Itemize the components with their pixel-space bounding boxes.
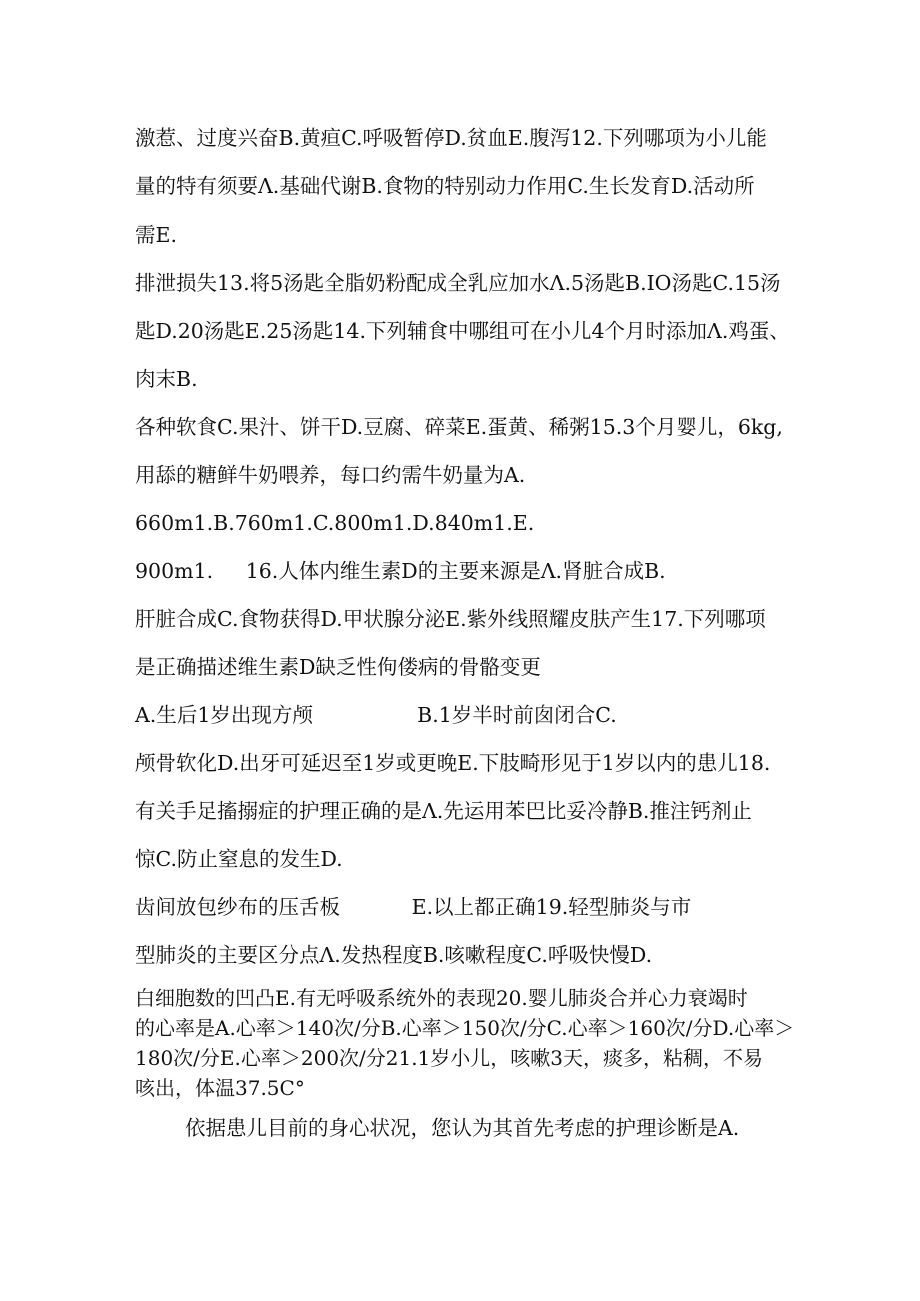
text-line-20: 的心率是A.心率＞140次/分B.心率＞150次/分C.心率＞160次/分D.心率＞ bbox=[135, 1016, 795, 1040]
text-line-11: 肝脏合成C.食物获得D.甲状腺分泌E.紫外线照耀皮肤产生17.下列哪项 bbox=[135, 607, 766, 631]
text-line-6: 肉末B. bbox=[135, 367, 198, 391]
text-line-9: 660m1.B.760m1.C.800m1.D.840m1.E. bbox=[135, 511, 535, 535]
text-line-12: 是正确描述维生素D缺乏性佝偻病的骨骼变更 bbox=[135, 655, 541, 679]
text-line-14: 颅骨软化D.出牙可延迟至1岁或更晚E.下肢畸形见于1岁以内的患儿18. bbox=[135, 751, 771, 775]
text-line-16: 惊C.防止窒息的发生D. bbox=[135, 847, 343, 871]
text-line-19: 白细胞数的凹凸E.有无呼吸系统外的表现20.婴儿肺炎合并心力衰竭时 bbox=[135, 986, 748, 1010]
text-line-17: 齿间放包纱布的压舌板 E.以上都正确19.轻型肺炎与市 bbox=[135, 895, 692, 919]
text-line-21: 180次/分E.心率＞200次/分21.1岁小儿，咳嗽3天，痰多，粘稠，不易 bbox=[135, 1046, 764, 1070]
text-line-8: 用舔的糖鲜牛奶喂养，每口约需牛奶量为A. bbox=[135, 463, 526, 487]
text-line-10: 900m1. 16.人体内维生素D的主要来源是Λ.肾脏合成B. bbox=[135, 559, 666, 583]
text-line-5: 匙D.20汤匙E.25汤匙14.下列辅食中哪组可在小儿4个月时添加Λ.鸡蛋、 bbox=[135, 319, 790, 343]
text-line-15: 有关手足搐搦症的护理正确的是Λ.先运用苯巴比妥冷静B.推注钙剂止 bbox=[135, 799, 752, 823]
text-line-18: 型肺炎的主要区分点Λ.发热程度B.咳嗽程度C.呼吸快慢D. bbox=[135, 943, 653, 967]
text-line-22: 咳出，体温37.5C° bbox=[135, 1076, 305, 1100]
text-line-13: A.生后1岁出现方颅 B.1岁半时前囱闭合C. bbox=[135, 703, 617, 727]
text-line-3: 需E. bbox=[135, 223, 177, 247]
text-line-4: 排泄损失13.将5汤匙全脂奶粉配成全乳应加水Λ.5汤匙B.IO汤匙C.15汤 bbox=[135, 271, 781, 295]
text-line-23: 依据患儿目前的身心状况，您认为其首先考虑的护理诊断是A. bbox=[185, 1116, 740, 1140]
text-line-7: 各种软食C.果汁、饼干D.豆腐、碎菜E.蛋黄、稀粥15.3个月婴儿，6kg, bbox=[135, 415, 783, 439]
text-line-2: 量的特有须要Λ.基础代谢B.食物的特别动力作用C.生长发育D.活动所 bbox=[135, 174, 755, 198]
text-line-1: 激惹、过度兴奋B.黄疸C.呼吸暂停D.贫血E.腹泻12.下列哪项为小儿能 bbox=[135, 126, 767, 150]
